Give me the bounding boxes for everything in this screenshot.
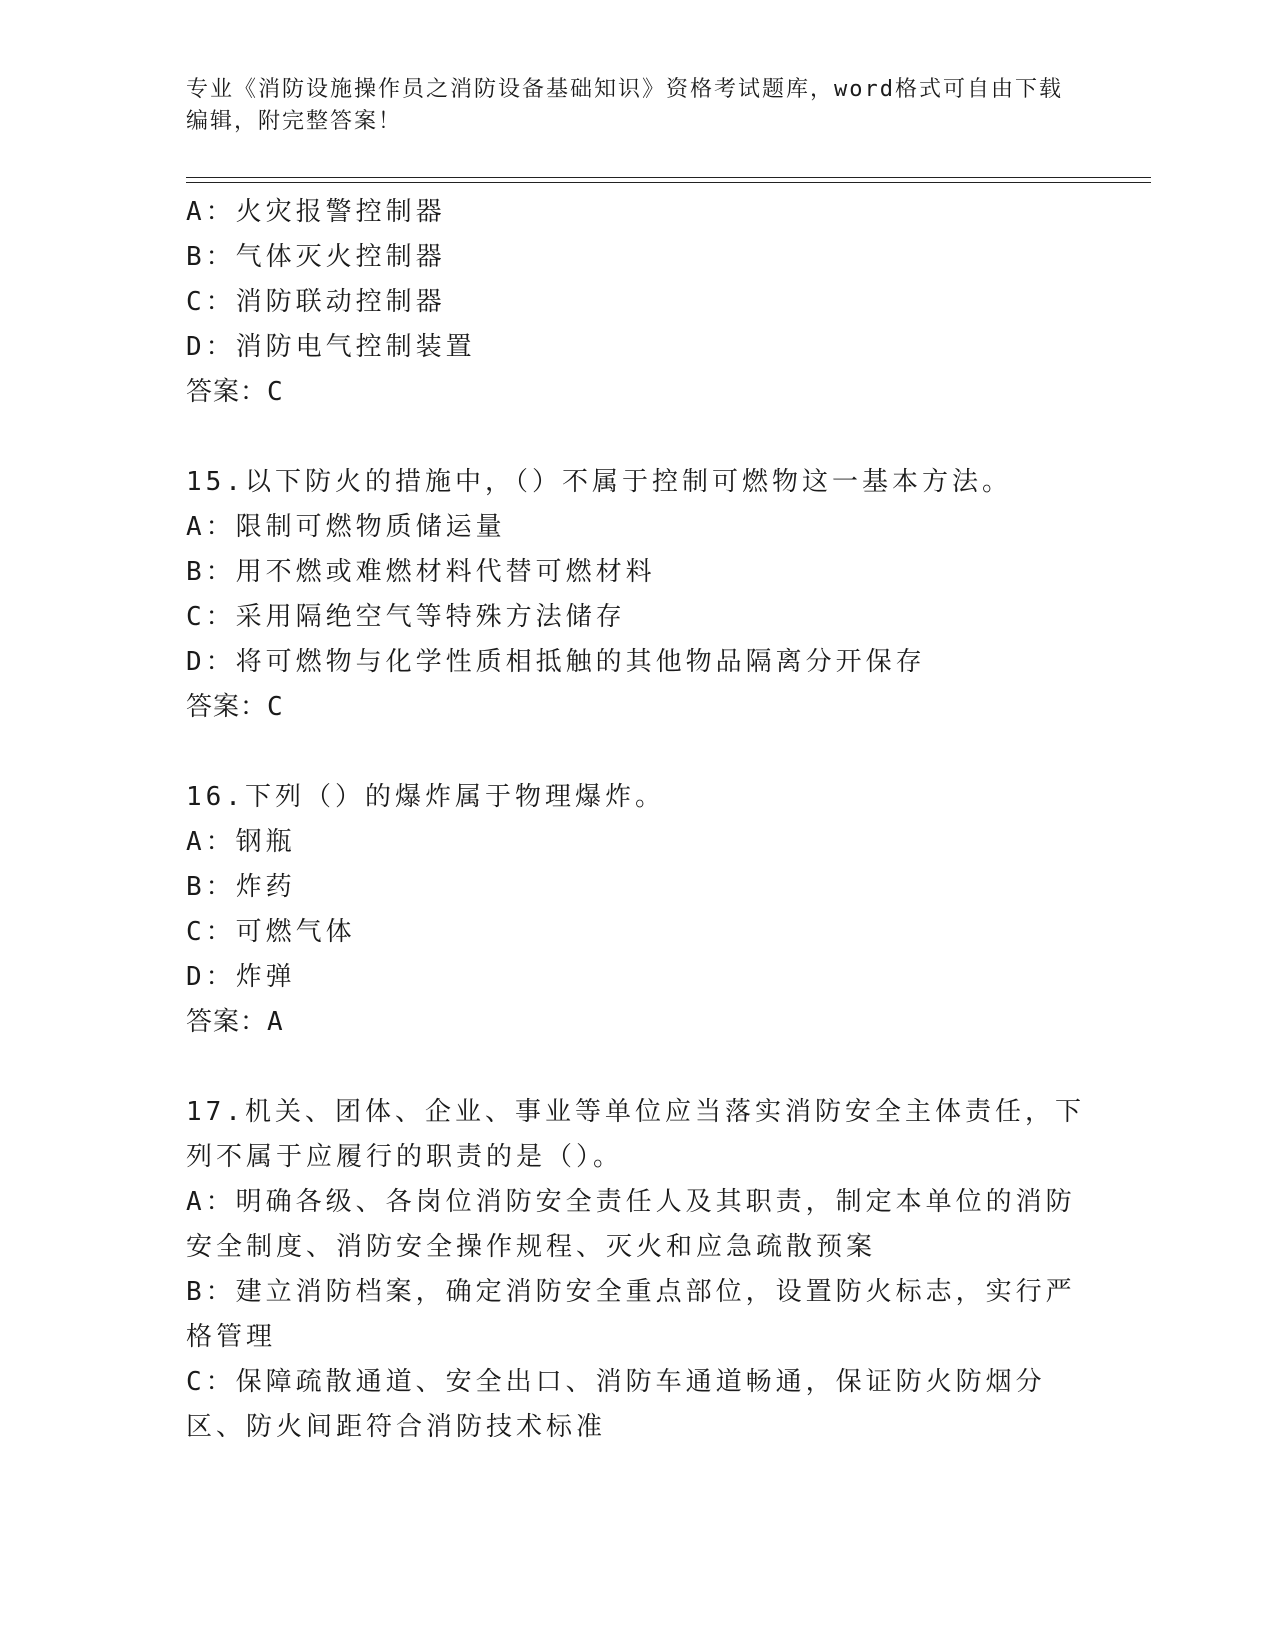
question-text: 17.机关、团体、企业、事业等单位应当落实消防安全主体责任，下列不属于应履行的职责的是（）。 (186, 1097, 1085, 1172)
question-15 (186, 460, 1086, 730)
answer-line (186, 685, 1086, 730)
question-list (186, 190, 1086, 1450)
option-d: D：炸弹 (186, 962, 296, 992)
question-text: 16.下列（）的爆炸属于物理爆炸。 (186, 782, 665, 812)
option-c: C：采用隔绝空气等特殊方法储存 (186, 602, 626, 632)
option-a: A：明确各级、各岗位消防安全责任人及其职责，制定本单位的消防安全制度、消防安全操作规程、灭火和应急疏散预案 (186, 1187, 1076, 1262)
option-d: D：消防电气控制装置 (186, 332, 476, 362)
option-b: B：气体灭火控制器 (186, 242, 446, 272)
answer-label: 答案： (186, 377, 268, 407)
option-a: A：限制可燃物质储运量 (186, 512, 506, 542)
option-b: B：建立消防档案，确定消防安全重点部位，设置防火标志，实行严格管理 (186, 1277, 1076, 1352)
answer-label: 答案： (186, 692, 268, 722)
option-b: B：用不燃或难燃材料代替可燃材料 (186, 557, 656, 587)
answer-line (186, 1000, 1086, 1045)
option-a: A：钢瓶 (186, 827, 296, 857)
document-header: 专业《消防设施操作员之消防设备基础知识》资格考试题库，word格式可自由下载编辑，附完整答案！ (186, 77, 1063, 134)
option-c: C：保障疏散通道、安全出口、消防车通道畅通，保证防火防烟分区、防火间距符合消防技术标准 (186, 1367, 1046, 1442)
answer-label: 答案： (186, 1007, 268, 1037)
answer-value: A (267, 1007, 284, 1037)
option-d: D：将可燃物与化学性质相抵触的其他物品隔离分开保存 (186, 647, 926, 677)
question-16 (186, 775, 1086, 1045)
question-14 (186, 190, 1086, 415)
header-divider-bottom (186, 182, 1151, 183)
option-c: C：消防联动控制器 (186, 287, 446, 317)
question-17 (186, 1090, 1086, 1450)
answer-line (186, 370, 1086, 415)
header-divider-top (186, 177, 1151, 178)
question-text: 15.以下防火的措施中，（）不属于控制可燃物这一基本方法。 (186, 467, 1012, 497)
option-b: B：炸药 (186, 872, 296, 902)
option-a: A：火灾报警控制器 (186, 197, 446, 227)
option-c: C：可燃气体 (186, 917, 356, 947)
answer-value: C (267, 692, 284, 722)
answer-value: C (267, 377, 284, 407)
